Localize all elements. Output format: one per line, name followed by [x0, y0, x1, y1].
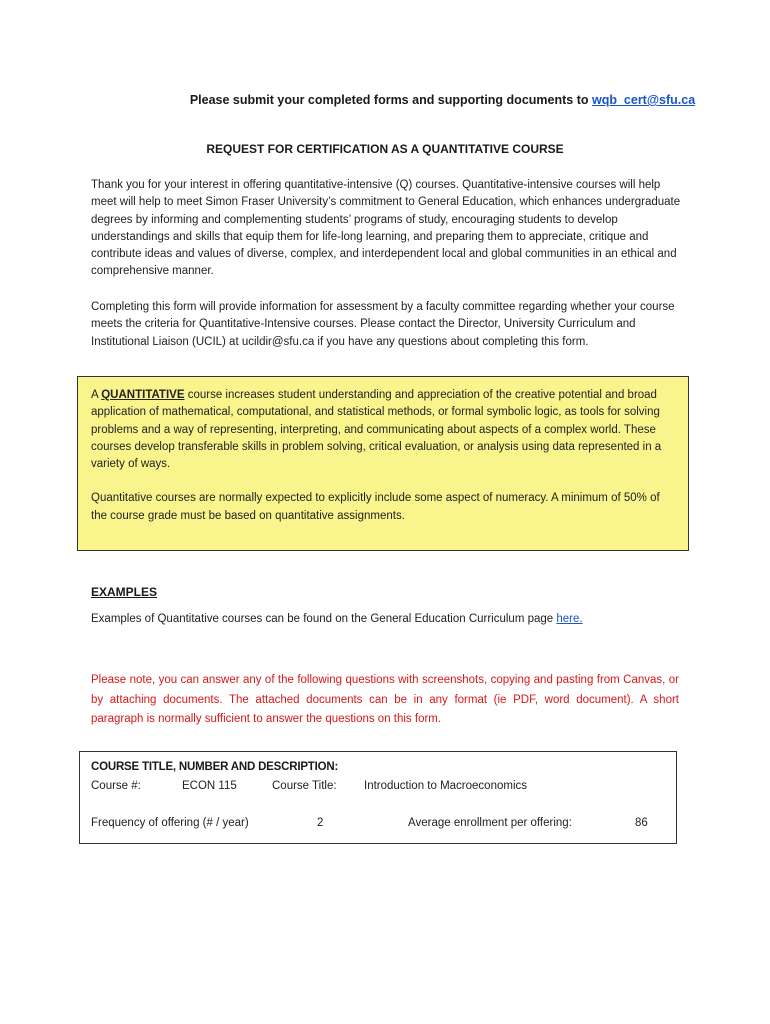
frequency-value[interactable]: 2	[317, 817, 324, 829]
quantitative-definition-box	[77, 376, 689, 551]
examples-here-link[interactable]: here.	[556, 613, 583, 625]
course-title-label: Course Title:	[272, 780, 337, 792]
page-title: REQUEST FOR CERTIFICATION AS A QUANTITATIVE COURSE	[206, 142, 564, 156]
frequency-label: Frequency of offering (# / year)	[91, 817, 249, 829]
definition-paragraph	[91, 387, 676, 473]
definition-prefix: A	[91, 389, 102, 401]
enrollment-value[interactable]: 86	[635, 817, 648, 829]
note-paragraph: Please note, you can answer any of the following questions with screenshots, copying and pasting from Canvas, or by attaching documents. The attached documents can be in any format (ie PDF, word document). A short paragraph is normally sufficient to answer the questions on this form.	[91, 674, 679, 725]
submit-instructions	[0, 93, 770, 107]
definition-body: course increases student understanding and appreciation of the creative potential and broad application of mathematical, computational, and statistical methods, or formal symbolic logic, as tools for solving problems and a way of representing, interpreting, and communicating about aspects of a complex world. These courses develop transferable skills in problem solving, critical evaluation, or analysis using data represented in a variety of ways.	[91, 389, 662, 471]
examples-description: Examples of Quantitative courses can be found on the General Education Curriculum page	[91, 613, 557, 625]
intro-paragraph: Thank you for your interest in offering quantitative-intensive (Q) courses. Quantitative-intensive courses will help meet will help to meet Simon Fraser University’s commitment to General Education, which enhances undergraduate degrees by informing and complementing students’ programs of study, encouraging students to develop understandings and skills that equip them for life-long learning, and preparing them to appreciate, critique and contribute ideas and values of diverse, complex, and interdependent local and global communities in an ethical and comprehensive manner.	[91, 179, 681, 278]
course-info-box	[79, 751, 677, 844]
completing-paragraph: Completing this form will provide information for assessment by a faculty committee regarding whether your course meets the criteria for Quantitative-Intensive courses. Please contact the Director, University Curriculum and Institutional Liaison (UCIL) at ucildir@sfu.ca if you have any questions about completing this form.	[91, 301, 675, 348]
examples-heading: EXAMPLES	[91, 585, 158, 599]
course-number-label: Course #:	[91, 780, 141, 792]
examples-text	[91, 613, 691, 625]
enrollment-label: Average enrollment per offering:	[408, 817, 572, 829]
quantitative-keyword: QUANTITATIVE	[101, 389, 185, 401]
course-section-heading: COURSE TITLE, NUMBER AND DESCRIPTION:	[91, 761, 339, 773]
course-number-value[interactable]: ECON 115	[182, 780, 237, 792]
submit-email-link[interactable]: wqb_cert@sfu.ca	[591, 93, 696, 107]
numeracy-paragraph: Quantitative courses are normally expected to explicitly include some aspect of numeracy. A minimum of 50% of the course grade must be based on quantitative assignments.	[91, 492, 660, 522]
submit-text: Please submit your completed forms and supporting documents to	[189, 93, 592, 107]
course-title-value[interactable]: Introduction to Macroeconomics	[364, 780, 527, 792]
